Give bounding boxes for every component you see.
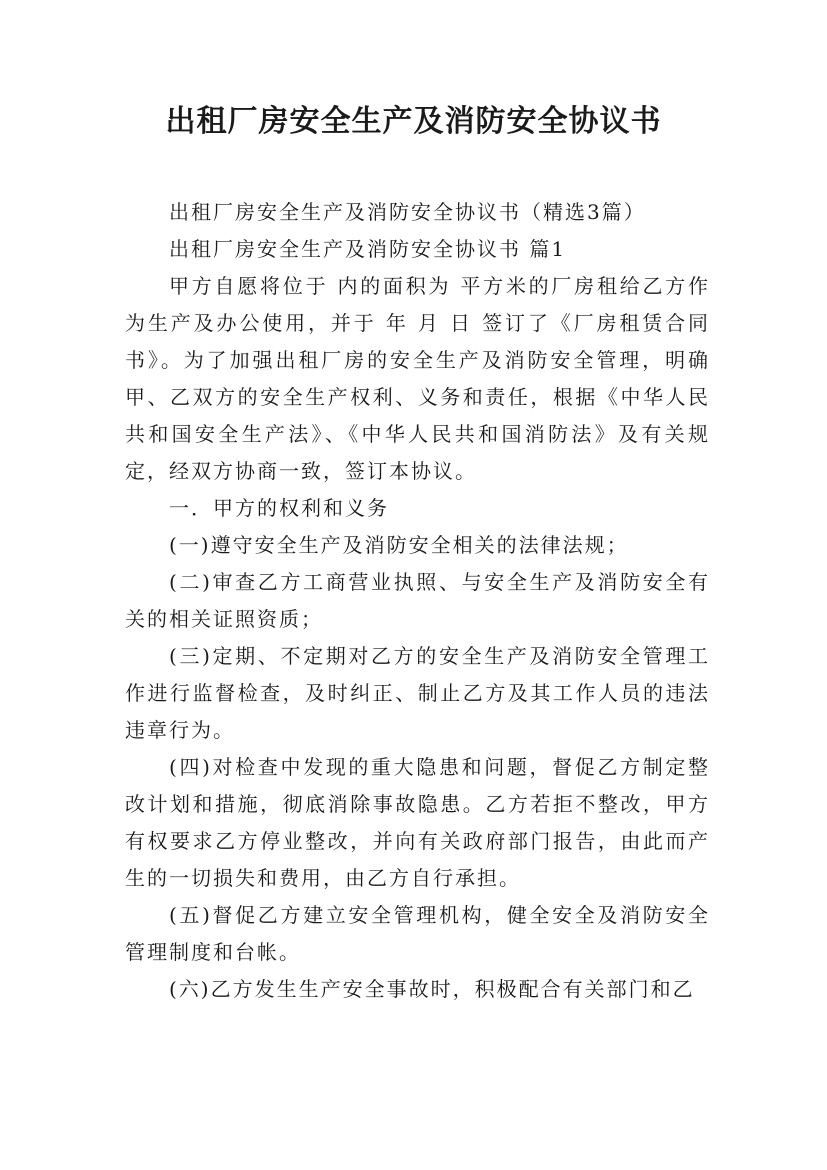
document-body bbox=[125, 194, 710, 1008]
intro-paragraph: 甲方自愿将位于 内的面积为 平方米的厂房租给乙方作为生产及办公使用，并于 年 月 日 签订了《厂房租赁合同书》。为了加强出租厂房的安全生产及消防安全管理，明确甲、乙双方的安全生产权利、义务和责任，根据《中华人民共和国安全生产法》、《中华人民共和国消防法》及有关规定，经双方协商一致，签订本协议。 bbox=[125, 274, 710, 483]
subtitle-paragraph: 出租厂房安全生产及消防安全协议书（精选3篇） bbox=[169, 200, 646, 224]
clause-item-6: (六)乙方发生生产安全事故时，积极配合有关部门和乙 bbox=[169, 977, 695, 1001]
clause-item-3: (三)定期、不定期对乙方的安全生产及消防安全管理工作进行监督检查，及时纠正、制止乙方及其工作人员的违法违章行为。 bbox=[125, 644, 710, 742]
clause-heading: 一．甲方的权利和义务 bbox=[169, 496, 389, 520]
document-title: 出租厂房安全生产及消防安全协议书 bbox=[165, 104, 662, 139]
clause-item-4: (四)对检查中发现的重大隐患和问题，督促乙方制定整改计划和措施，彻底消除事故隐患。乙方若拒不整改，甲方有权要求乙方停业整改，并向有关政府部门报告，由此而产生的一切损失和费用，由乙方自行承担。 bbox=[125, 755, 710, 890]
clause-item-1: (一)遵守安全生产及消防安全相关的法律法规； bbox=[169, 533, 629, 557]
clause-item-2: (二)审查乙方工商营业执照、与安全生产及消防安全有关的相关证照资质； bbox=[125, 570, 710, 631]
clause-item-5: (五)督促乙方建立安全管理机构，健全安全及消防安全管理制度和台帐。 bbox=[125, 903, 710, 964]
section-heading: 出租厂房安全生产及消防安全协议书 篇1 bbox=[169, 237, 567, 261]
